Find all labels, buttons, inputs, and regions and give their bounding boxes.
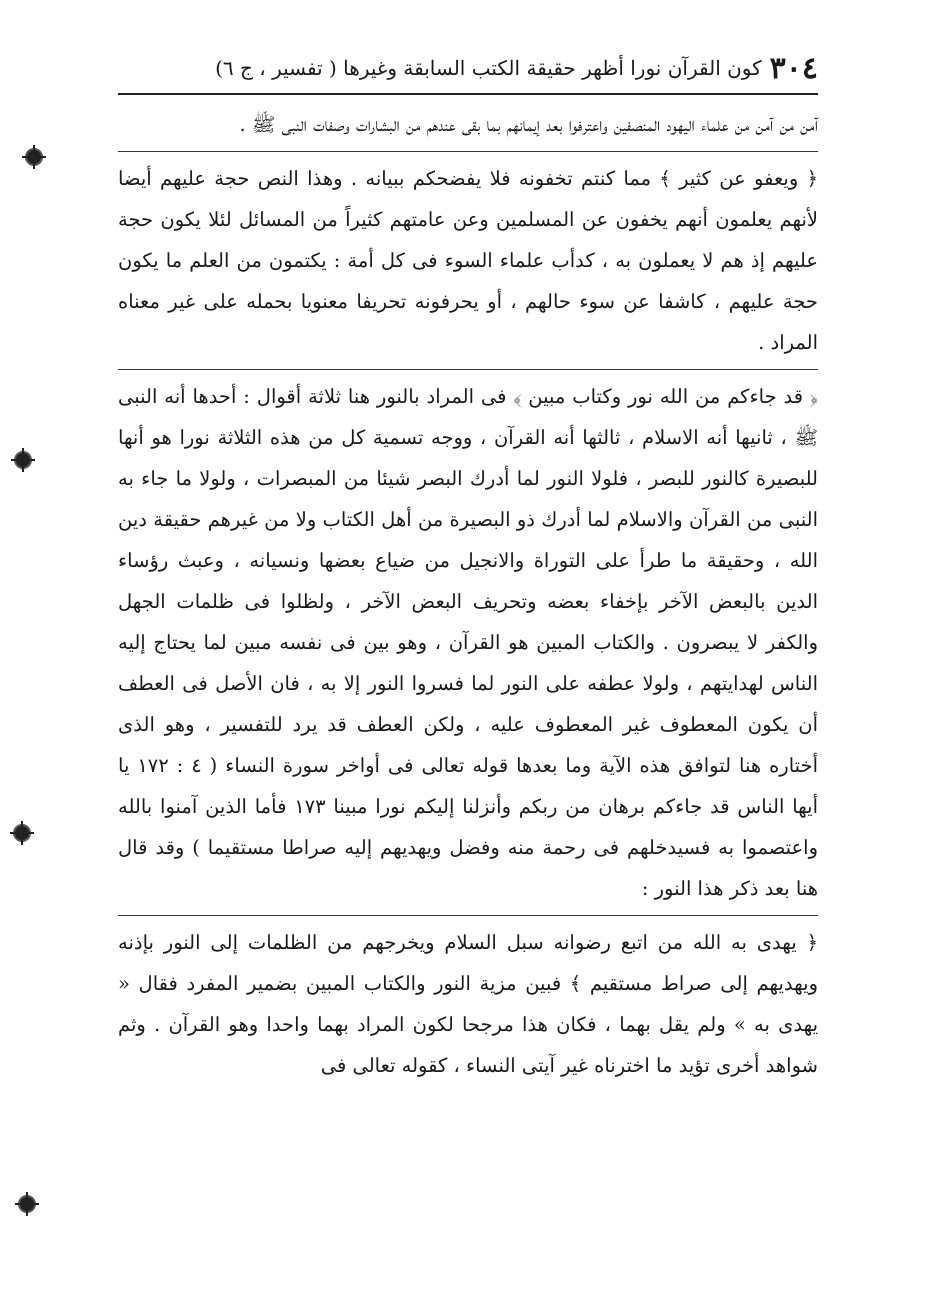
page-number: ٣٠٤: [769, 50, 818, 86]
paragraph-4: ﴿ يهدى به الله من اتبع رضوانه سبل السلام ويخرجهم من الظلمات إلى النور بإذنه ويهديهم إلى صراط مستقيم ﴾ فبين مزية النور والكتاب المبين بضمير المفرد فقال « يهدى به » ولم يقل بهما ، فكان هذا مرجحا لكون المراد بهما واحدا وهو القرآن . وثم شواهد أخرى تؤيد ما اخترناه غير آيتى النساء ، كقوله تعالى فى: [118, 931, 818, 1077]
paragraph-separator: [118, 369, 818, 370]
scan-blot-icon: [15, 826, 29, 840]
scan-blot-icon: [27, 150, 41, 164]
scan-blot-icon: [20, 1197, 34, 1211]
body-text: [118, 104, 818, 1086]
running-title: كون القرآن نورا أظهر حقيقة الكتب السابقة وغيرها ( تفسير ، ج ٦): [215, 56, 762, 80]
paragraph-separator: [118, 151, 818, 152]
header-rule: [118, 93, 818, 95]
paragraph-separator: [118, 915, 818, 916]
paragraph-1: آمن من آمن من علماء اليهود المنصفين واعترفوا بعد إيمانهم بما بقى عندهم من البشارات وصفات النبى ﷺ .: [239, 113, 818, 136]
paragraph-2: ﴿ ويعفو عن كثير ﴾ مما كنتم تخفونه فلا يفضحكم ببيانه . وهذا النص حجة عليهم أيضا لأنهم يعلمون أنهم يخفون عن المسلمين وعن عامتهم كثيراً من المسائل لئلا يكون حجة عليهم إذ هم لا يعملون به ، كدأب علماء السوء فى كل أمة : يكتمون من العلم ما يكون حجة عليهم ، كاشفا عن سوء حالهم ، أو يحرفونه تحريفا معنويا بحمله على غير معناه المراد .: [118, 167, 818, 354]
page-header: [118, 44, 818, 92]
scan-blot-icon: [16, 453, 30, 467]
paragraph-3: ﴿ قد جاءكم من الله نور وكتاب مبين ﴾ فى المراد بالنور هنا ثلاثة أقوال : أحدها أنه النبى ﷺ ، ثانيها أنه الاسلام ، ثالثها أنه القرآن ، ووجه تسمية كل من هذه الثلاثة نورا هو أنها للبصيرة كالنور للبصر ، فلولا النور لما أدرك البصر شيئا من المبصرات ، ولولا ما جاء به النبى من القرآن والاسلام لما أدرك ذو البصيرة من أهل الكتاب ولا من غيرهم حقيقة دين الله ، وحقيقة ما طرأ على التوراة والانجيل من ضياع بعضها ونسيانه ، وعبث رؤساء الدين بالبعض الآخر بإخفاء بعضه وتحريف البعض الآخر ، ولظلوا فى ظلمات الجهل والكفر لا يبصرون . والكتاب المبين هو القرآن ، وهو بين فى نفسه مبين لما يحتاج إليه الناس لهدايتهم ، ولولا عطفه على النور لما فسروا النور إلا به ، فان الأصل فى العطف أن يكون المعطوف غير المعطوف عليه ، ولكن العطف قد يرد للتفسير ، وهو الذى أختاره هنا لتوافق هذه الآية وما بعدها قوله تعالى فى أواخر سورة النساء ( ٤ : ١٧٢ يا أيها الناس قد جاءكم برهان من ربكم وأنزلنا إليكم نورا مبينا ١٧٣ فأما الذين آمنوا بالله واعتصموا به فسيدخلهم فى رحمة منه وفضل ويهديهم إليه صراطا مستقيما ) وقد قال هنا بعد ذكر هذا النور :: [118, 385, 818, 900]
